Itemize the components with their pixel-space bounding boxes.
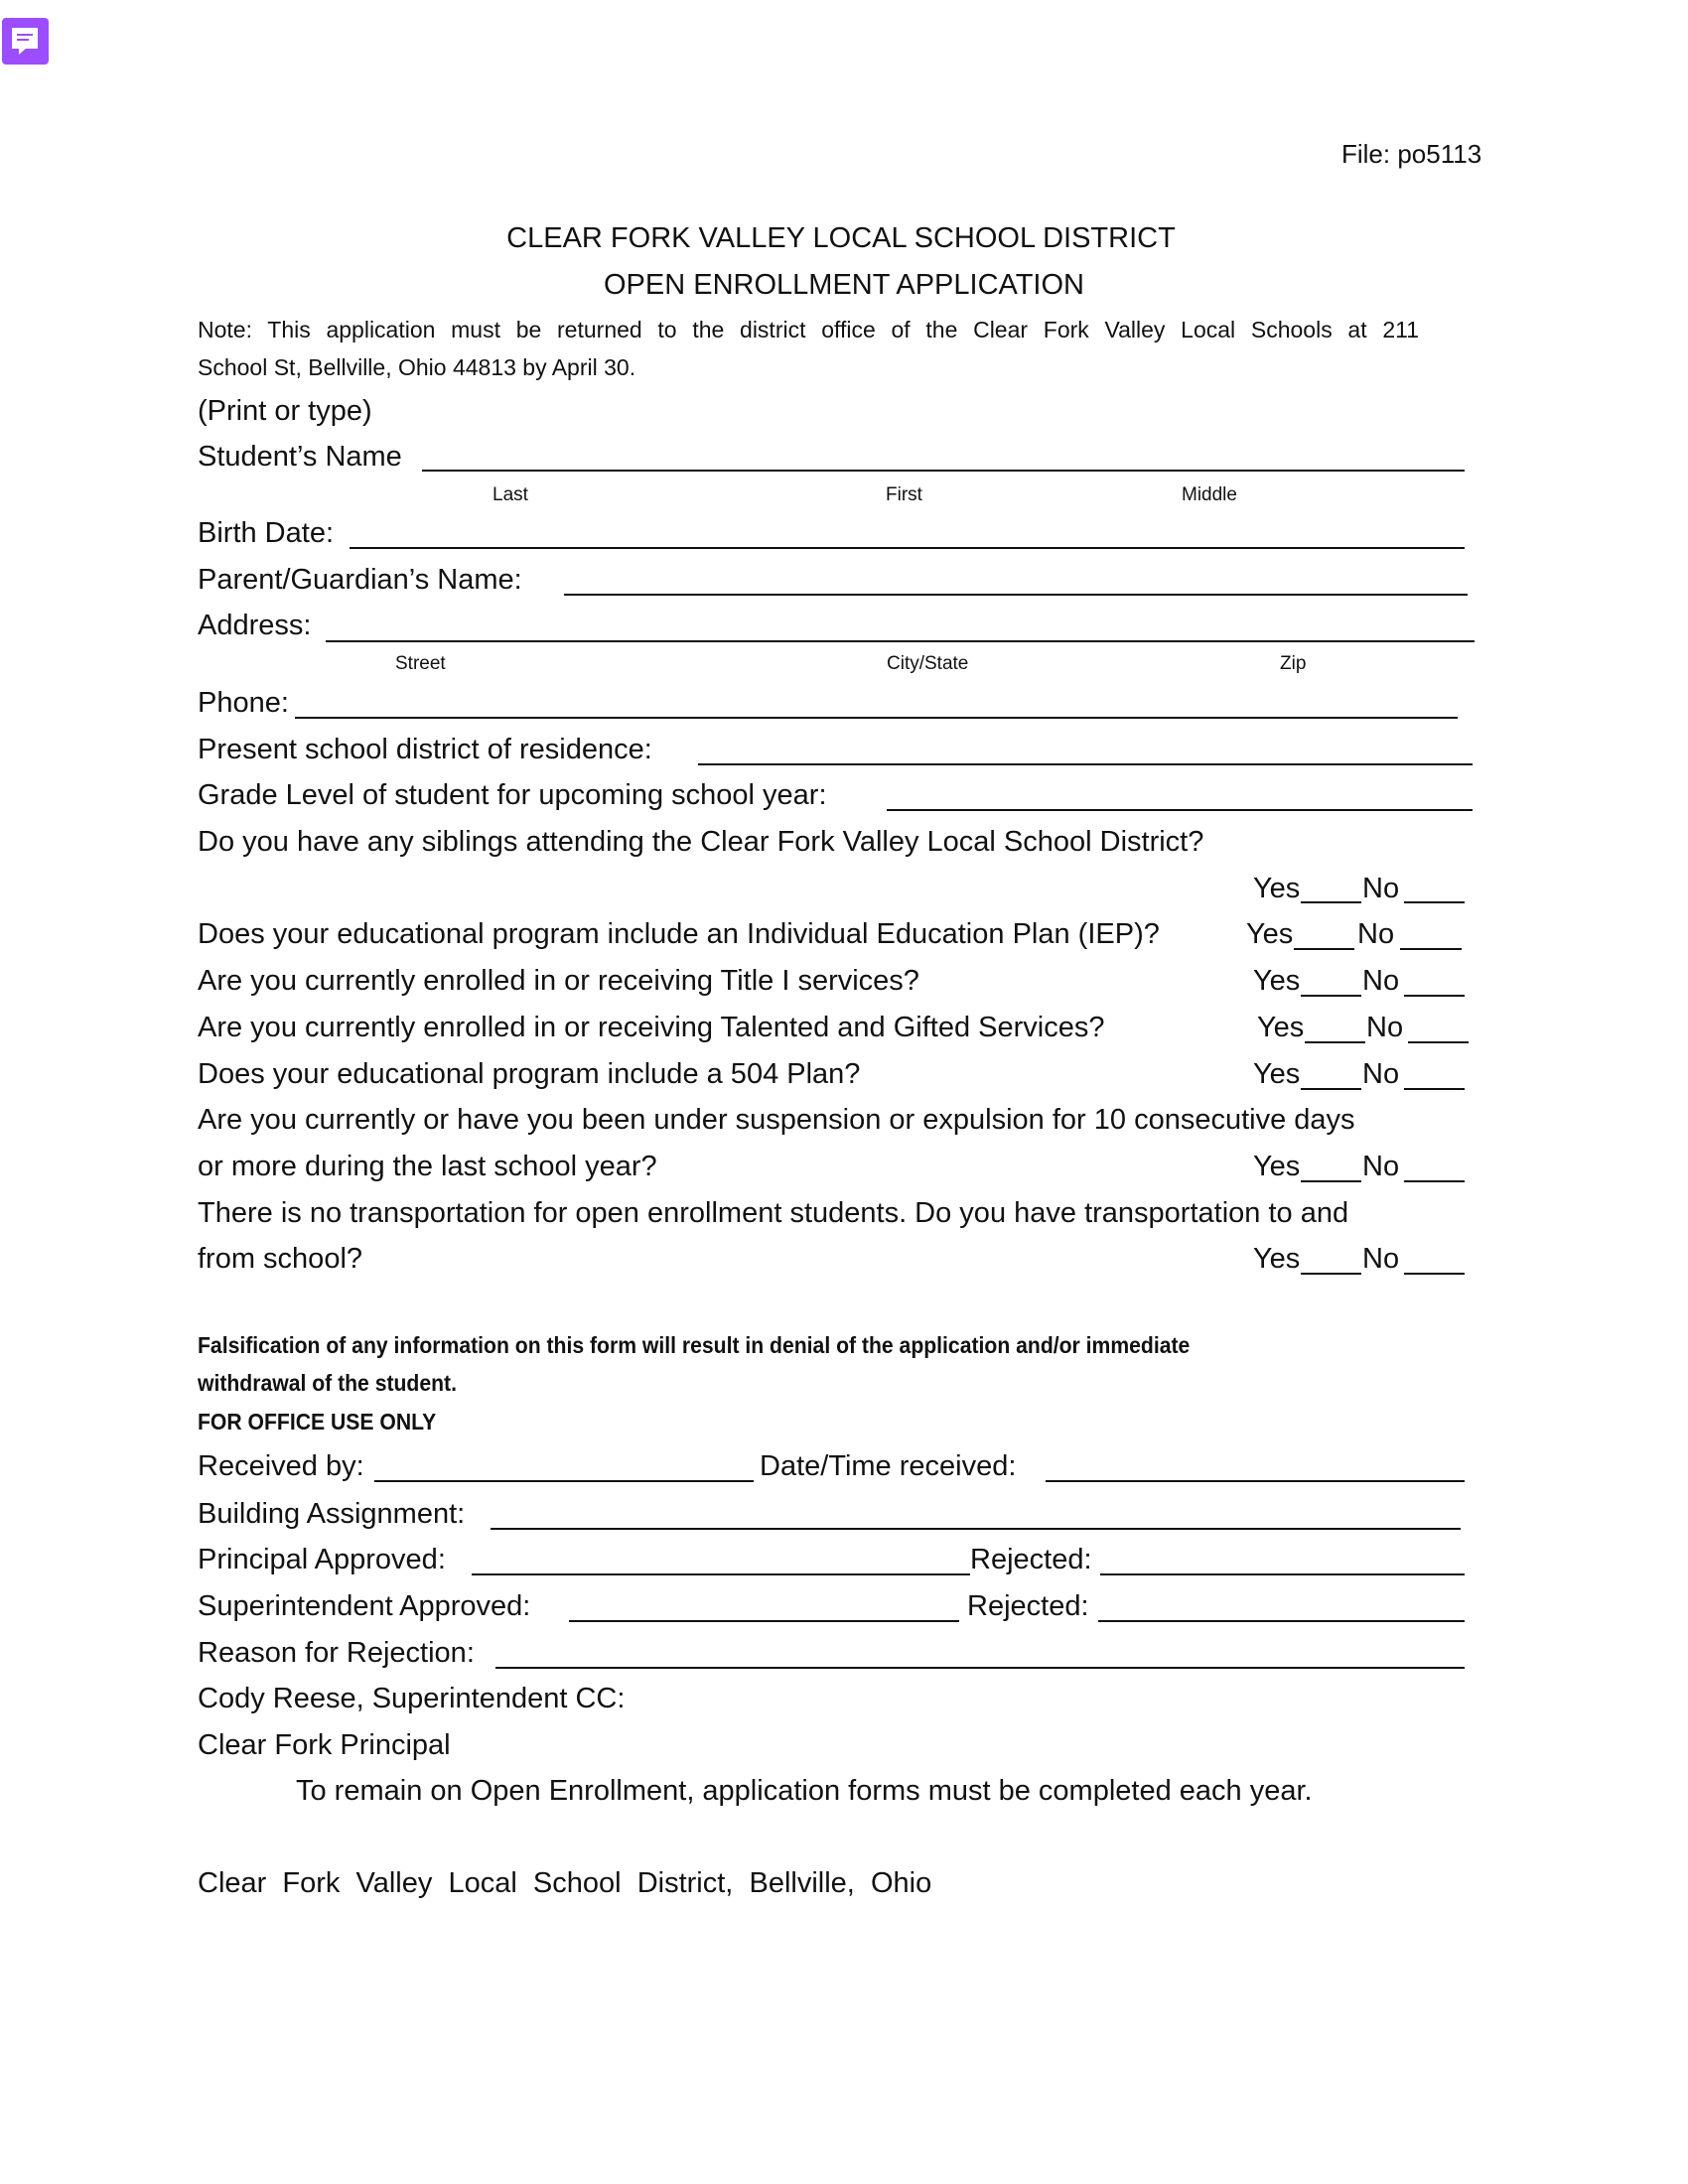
- student-name-label: Student’s Name: [198, 441, 402, 473]
- transportation-yes-label: Yes: [1253, 1243, 1301, 1275]
- title-one-no-field[interactable]: [1404, 995, 1465, 997]
- title-one-no-label: No: [1362, 965, 1400, 997]
- cc-superintendent: Cody Reese, Superintendent CC:: [198, 1683, 626, 1714]
- reminder-text: To remain on Open Enrollment, application forms must be completed each year.: [296, 1775, 1313, 1807]
- street-sublabel: Street: [395, 653, 446, 674]
- first-name-sublabel: First: [886, 484, 922, 505]
- siblings-no-field[interactable]: [1404, 901, 1465, 903]
- birth-date-field[interactable]: [350, 547, 1465, 549]
- district-title: CLEAR FORK VALLEY LOCAL SCHOOL DISTRICT: [506, 222, 1176, 254]
- note-line-1: Note: This application must be returned to the district office of the Clear Fork Valley Local Schools at 211: [198, 317, 1419, 342]
- file-label: File: po5113: [1341, 139, 1482, 169]
- question-siblings: Do you have any siblings attending the Clear Fork Valley Local School District?: [198, 826, 1204, 858]
- question-suspension-line-2: or more during the last school year?: [198, 1151, 657, 1182]
- iep-yes-field[interactable]: [1294, 948, 1354, 950]
- gifted-yes-field[interactable]: [1305, 1041, 1365, 1043]
- siblings-yes-field[interactable]: [1301, 901, 1361, 903]
- office-use-heading: FOR OFFICE USE ONLY: [198, 1409, 437, 1434]
- siblings-yes-label: Yes: [1253, 873, 1301, 904]
- principal-rejected-field[interactable]: [1100, 1573, 1465, 1575]
- principal-approved-label: Principal Approved:: [198, 1544, 446, 1575]
- middle-name-sublabel: Middle: [1182, 484, 1237, 505]
- phone-label: Phone:: [198, 687, 289, 719]
- city-state-sublabel: City/State: [887, 653, 969, 674]
- application-title: OPEN ENROLLMENT APPLICATION: [604, 269, 1084, 301]
- date-time-received-label: Date/Time received:: [760, 1450, 1017, 1482]
- received-by-field[interactable]: [374, 1480, 754, 1482]
- building-assignment-label: Building Assignment:: [198, 1498, 466, 1530]
- note-line-2: School St, Bellville, Ohio 44813 by April 30.: [198, 354, 636, 380]
- reason-for-rejection-label: Reason for Rejection:: [198, 1637, 475, 1669]
- question-suspension-line-1: Are you currently or have you been under suspension or expulsion for 10 consecutive days: [198, 1104, 1355, 1136]
- student-name-field[interactable]: [422, 470, 1465, 472]
- chat-bubble-tail: [19, 48, 27, 55]
- siblings-no-label: No: [1362, 873, 1400, 904]
- question-gifted: Are you currently enrolled in or receiving Talented and Gifted Services?: [198, 1012, 1105, 1043]
- received-by-label: Received by:: [198, 1450, 364, 1482]
- suspension-yes-field[interactable]: [1301, 1180, 1361, 1182]
- principal-approved-field[interactable]: [472, 1573, 970, 1575]
- district-field[interactable]: [698, 763, 1473, 765]
- parent-name-field[interactable]: [564, 594, 1468, 596]
- chat-line: [17, 34, 33, 36]
- phone-field[interactable]: [295, 717, 1458, 719]
- building-assignment-field[interactable]: [491, 1528, 1461, 1530]
- question-transportation-line-2: from school?: [198, 1243, 363, 1275]
- reason-for-rejection-field[interactable]: [495, 1667, 1465, 1669]
- title-one-yes-field[interactable]: [1301, 995, 1361, 997]
- chat-line: [17, 39, 29, 41]
- plan-504-no-field[interactable]: [1404, 1088, 1465, 1090]
- transportation-no-field[interactable]: [1404, 1273, 1465, 1275]
- question-iep: Does your educational program include an Individual Education Plan (IEP)?: [198, 918, 1160, 950]
- plan-504-yes-field[interactable]: [1301, 1088, 1361, 1090]
- grade-level-label: Grade Level of student for upcoming school year:: [198, 779, 827, 811]
- iep-no-label: No: [1357, 918, 1395, 950]
- title-one-yes-label: Yes: [1253, 965, 1301, 997]
- address-field[interactable]: [326, 640, 1475, 642]
- gifted-yes-label: Yes: [1257, 1012, 1305, 1043]
- question-504-plan: Does your educational program include a 504 Plan?: [198, 1058, 861, 1090]
- question-transportation-line-1: There is no transportation for open enrollment students. Do you have transportation to and: [198, 1197, 1349, 1229]
- grade-level-field[interactable]: [887, 809, 1473, 811]
- transportation-no-label: No: [1362, 1243, 1400, 1275]
- parent-name-label: Parent/Guardian’s Name:: [198, 564, 522, 596]
- zip-sublabel: Zip: [1280, 653, 1307, 674]
- iep-no-field[interactable]: [1400, 948, 1462, 950]
- question-title-one: Are you currently enrolled in or receiving Title I services?: [198, 965, 919, 997]
- principal-rejected-label: Rejected:: [970, 1544, 1092, 1575]
- iep-yes-label: Yes: [1246, 918, 1294, 950]
- district-label: Present school district of residence:: [198, 734, 652, 765]
- superintendent-approved-label: Superintendent Approved:: [198, 1590, 531, 1622]
- district-footer: Clear Fork Valley Local School District, Bellville, Ohio: [198, 1867, 932, 1899]
- date-time-received-field[interactable]: [1046, 1480, 1465, 1482]
- transportation-yes-field[interactable]: [1301, 1273, 1361, 1275]
- cc-principal: Clear Fork Principal: [198, 1729, 451, 1761]
- plan-504-no-label: No: [1362, 1058, 1400, 1090]
- falsification-warning-line-2: withdrawal of the student.: [198, 1370, 457, 1396]
- superintendent-approved-field[interactable]: [569, 1620, 959, 1622]
- chat-comment-icon[interactable]: [2, 18, 49, 65]
- birth-date-label: Birth Date:: [198, 517, 334, 549]
- suspension-no-field[interactable]: [1404, 1180, 1465, 1182]
- gifted-no-label: No: [1366, 1012, 1404, 1043]
- suspension-yes-label: Yes: [1253, 1151, 1301, 1182]
- address-label: Address:: [198, 610, 312, 641]
- print-instruction: (Print or type): [198, 395, 372, 427]
- plan-504-yes-label: Yes: [1253, 1058, 1301, 1090]
- last-name-sublabel: Last: [492, 484, 528, 505]
- falsification-warning-line-1: Falsification of any information on this form will result in denial of the application and/or immediate: [198, 1332, 1191, 1358]
- superintendent-rejected-label: Rejected:: [967, 1590, 1089, 1622]
- suspension-no-label: No: [1362, 1151, 1400, 1182]
- superintendent-rejected-field[interactable]: [1098, 1620, 1465, 1622]
- gifted-no-field[interactable]: [1408, 1041, 1469, 1043]
